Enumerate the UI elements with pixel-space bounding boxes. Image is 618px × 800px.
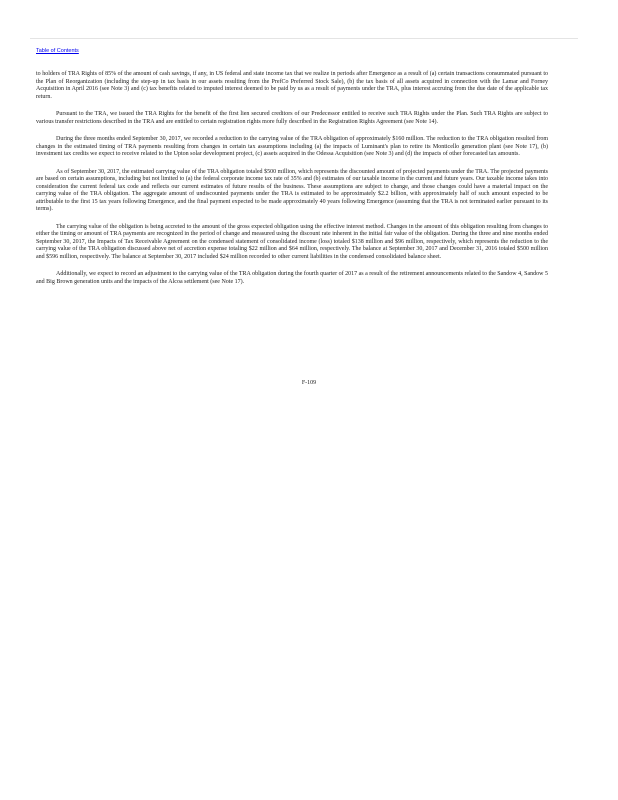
page-number: F-109 (301, 380, 317, 386)
paragraph-accretion: The carrying value of the obligation is being accreted to the amount of the gross expected obligation using the effective interest method. Changes in the amount of this obligation resulting from changes to either the timing or amount of TRA payments are recognized in the period of change and measured using the discount rate inherent in the initial fair value of the obligation. During the three and nine months ended September 30, 2017, the Impacts of Tax Receivable Agreement on the condensed statement of consolidated income (loss) totaled $138 million and $96 million, respectively, which represents the reduction to the carrying value of the TRA obligation discussed above net of accretion expense totaling $22 million and $64 million, respectively. The balance at September 30, 2017 and December 31, 2016 totaled $500 million and $596 million, respectively. The balance at September 30, 2017 included $24 million recorded to other current liabilities in the condensed consolidated balance sheet. (36, 223, 548, 260)
header-divider (30, 38, 578, 39)
table-of-contents-link[interactable]: Table of Contents (36, 48, 79, 54)
body-text (36, 71, 548, 296)
paragraph-carrying-value: As of September 30, 2017, the estimated carrying value of the TRA obligation totaled $500 million, which represents the discounted amount of projected payments under the TRA. The projected payments are based on certain assumptions, including but not limited to (a) the federal corporate income tax rate of 35% and (b) estimates of our taxable income in the current and future years. Our taxable income takes into consideration the current federal tax code and reflects our current estimates of future results of the business. These assumptions are subject to change, and those changes could have a material impact on the carrying value of the TRA obligation. The aggregate amount of undiscounted payments under the TRA is estimated to be approximately $2.2 billion, with approximately half of such amount expected to be attributable to the first 15 tax years following Emergence, and the final payment expected to be made approximately 40 years following Emergence (assuming that the TRA is not terminated earlier pursuant to its terms). (36, 168, 548, 212)
paragraph-tra-rights: Pursuant to the TRA, we issued the TRA Rights for the benefit of the first lien secured creditors of our Predecessor entitled to receive such TRA Rights under the Plan. Such TRA Rights are subject to various transfer restrictions described in the TRA and are entitled to certain registration rights more fully described in the Registration Rights Agreement (see Note 14). (36, 111, 548, 125)
paragraph-tra-savings: to holders of TRA Rights of 85% of the amount of cash savings, if any, in US federal and state income tax that we realize in periods after Emergence as a result of (a) certain transactions consummated pursuant to the Plan of Reorganization (including the step-up in tax basis in our assets resulting from the PrefCo Preferred Stock Sale), (b) the tax basis of all assets acquired in connection with the Lamar and Forney Acquisition in April 2016 (see Note 3) and (c) tax benefits related to imputed interest deemed to be paid by us as a result of payments under the TRA, plus interest accruing from the due date of the applicable tax return. (36, 71, 548, 100)
paragraph-adjustment: Additionally, we expect to record an adjustment to the carrying value of the TRA obligation during the fourth quarter of 2017 as a result of the retirement announcements related to the Sandow 4, Sandow 5 and Big Brown generation units and the impacts of the Alcoa settlement (see Note 17). (36, 271, 548, 285)
paragraph-tra-reduction: During the three months ended September 30, 2017, we recorded a reduction to the carrying value of the TRA obligation of approximately $160 million. The reduction to the TRA obligation resulted from changes in the estimated timing of TRA payments resulting from changes in certain tax assumptions including (a) the impacts of Luminant's plan to retire its Monticello generation plant (see Note 17), (b) investment tax credits we expect to receive related to the Upton solar development project, (c) assets acquired in the Odessa Acquisition (see Note 3) and (d) the impacts of other forecasted tax amounts. (36, 136, 548, 157)
